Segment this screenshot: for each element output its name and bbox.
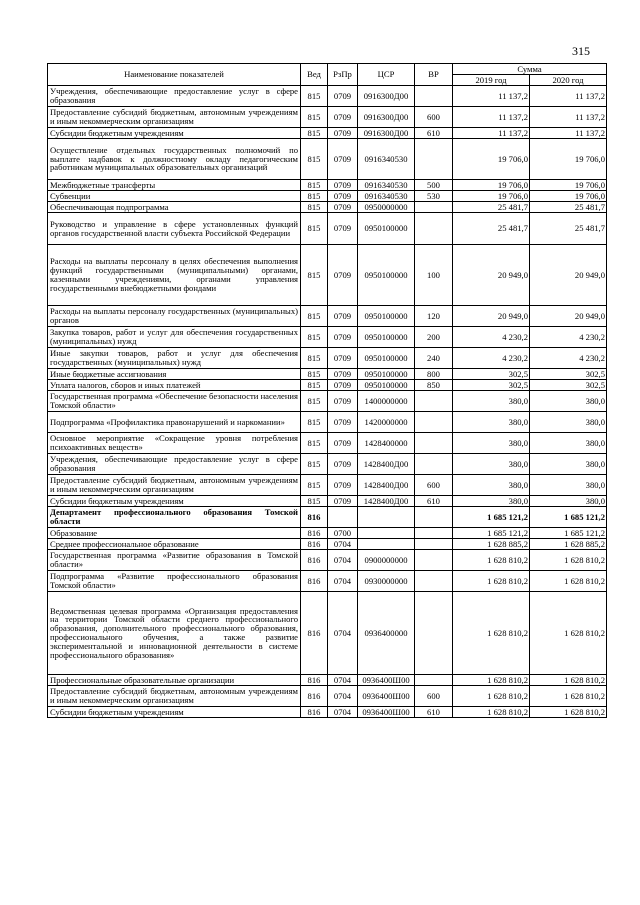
cell-y2019: 302,5 [453,380,530,391]
cell-y2019: 11 137,2 [453,107,530,128]
cell-y2020: 4 230,2 [530,348,607,369]
cell-y2020: 380,0 [530,412,607,433]
cell-csr [358,528,415,539]
cell-name: Основное мероприятие «Сокращение уровня потребления психоактивных веществ» [48,433,301,454]
table-row [48,528,607,539]
table-row [48,128,607,139]
cell-y2019: 380,0 [453,454,530,475]
cell-ved: 815 [301,475,328,496]
cell-y2020: 20 949,0 [530,306,607,327]
budget-table [47,63,607,718]
cell-y2019: 19 706,0 [453,180,530,191]
table-row [48,191,607,202]
cell-y2019: 1 628 885,2 [453,539,530,550]
cell-csr: 0950100000 [358,306,415,327]
cell-rzpr: 0709 [328,107,358,128]
table-row [48,686,607,707]
cell-ved: 816 [301,675,328,686]
cell-ved: 816 [301,686,328,707]
cell-rzpr: 0709 [328,213,358,245]
cell-ved: 815 [301,213,328,245]
cell-ved: 815 [301,86,328,107]
table-row [48,592,607,675]
header-vr: ВР [415,64,453,86]
cell-name: Департамент профессионального образования Томской области [48,507,301,528]
cell-y2019: 1 628 810,2 [453,675,530,686]
cell-rzpr: 0704 [328,675,358,686]
table-row [48,86,607,107]
cell-ved: 816 [301,550,328,571]
cell-y2020: 20 949,0 [530,245,607,306]
cell-name: Государственная программа «Обеспечение безопасности населения Томской области» [48,391,301,412]
cell-y2019: 1 628 810,2 [453,686,530,707]
cell-rzpr: 0704 [328,550,358,571]
cell-csr: 0916340530 [358,139,415,180]
cell-name: Субсидии бюджетным учреждениям [48,707,301,718]
cell-ved: 816 [301,707,328,718]
cell-name: Ведомственная целевая программа «Организация предоставления на территории Томской области среднего профессионального образования, дополнительного профессионального образования, профессионального обучения, а также развитие экспериментальной и инновационной деятельности в системе профессионального образования» [48,592,301,675]
cell-rzpr: 0709 [328,306,358,327]
page-number: 315 [572,44,590,58]
cell-vr [415,539,453,550]
cell-ved: 815 [301,369,328,380]
cell-vr [415,454,453,475]
cell-ved: 815 [301,191,328,202]
cell-vr: 600 [415,107,453,128]
cell-rzpr: 0704 [328,571,358,592]
cell-vr [415,528,453,539]
table-row [48,348,607,369]
cell-csr: 0950100000 [358,380,415,391]
cell-vr [415,213,453,245]
cell-vr: 600 [415,475,453,496]
table-row [48,380,607,391]
cell-ved: 815 [301,180,328,191]
cell-ved: 815 [301,107,328,128]
cell-name: Предоставление субсидий бюджетным, автономным учреждениям и иным некоммерческим организациям [48,475,301,496]
cell-csr [358,507,415,528]
header-2020: 2020 год [530,75,607,86]
cell-vr: 600 [415,686,453,707]
cell-name: Расходы на выплаты персоналу государственных (муниципальных) органов [48,306,301,327]
table-row [48,369,607,380]
table-row [48,454,607,475]
cell-name: Закупка товаров, работ и услуг для обеспечения государственных (муниципальных) нужд [48,327,301,348]
cell-ved: 815 [301,327,328,348]
cell-name: Межбюджетные трансферты [48,180,301,191]
cell-vr: 500 [415,180,453,191]
cell-y2019: 1 685 121,2 [453,528,530,539]
cell-name: Профессиональные образовательные организации [48,675,301,686]
cell-csr: 0916340530 [358,191,415,202]
cell-ved: 815 [301,380,328,391]
cell-y2020: 380,0 [530,475,607,496]
cell-name: Осуществление отдельных государственных полномочий по выплате надбавок к должностному окладу педагогическим работникам муниципальных образовательных организаций [48,139,301,180]
table-row [48,675,607,686]
cell-rzpr [328,507,358,528]
cell-vr: 610 [415,128,453,139]
cell-csr: 0950100000 [358,245,415,306]
cell-y2020: 11 137,2 [530,128,607,139]
cell-rzpr: 0709 [328,86,358,107]
cell-y2019: 19 706,0 [453,139,530,180]
cell-rzpr: 0700 [328,528,358,539]
cell-vr [415,507,453,528]
cell-csr: 0950100000 [358,327,415,348]
cell-y2020: 25 481,7 [530,213,607,245]
cell-y2019: 20 949,0 [453,306,530,327]
cell-vr [415,433,453,454]
header-2019: 2019 год [453,75,530,86]
cell-ved: 815 [301,454,328,475]
header-name: Наименование показателей [48,64,301,86]
cell-ved: 815 [301,128,328,139]
table-row [48,306,607,327]
cell-ved: 815 [301,306,328,327]
cell-ved: 816 [301,571,328,592]
cell-rzpr: 0709 [328,202,358,213]
cell-vr: 530 [415,191,453,202]
cell-csr: 0936400Ш00 [358,675,415,686]
cell-vr [415,139,453,180]
cell-csr: 0950100000 [358,369,415,380]
cell-csr: 1428400Д00 [358,496,415,507]
cell-name: Уплата налогов, сборов и иных платежей [48,380,301,391]
cell-csr: 1428400Д00 [358,454,415,475]
cell-ved: 816 [301,539,328,550]
cell-rzpr: 0709 [328,180,358,191]
cell-rzpr: 0709 [328,139,358,180]
cell-csr: 0916300Д00 [358,107,415,128]
cell-ved: 815 [301,391,328,412]
cell-y2020: 4 230,2 [530,327,607,348]
cell-rzpr: 0704 [328,686,358,707]
cell-csr: 0936400Ш00 [358,707,415,718]
table-row [48,475,607,496]
cell-vr [415,675,453,686]
cell-rzpr: 0704 [328,539,358,550]
cell-name: Иные закупки товаров, работ и услуг для обеспечения государственных (муниципальных) нужд [48,348,301,369]
cell-rzpr: 0709 [328,245,358,306]
cell-rzpr: 0709 [328,380,358,391]
cell-name: Среднее профессиональное образование [48,539,301,550]
cell-rzpr: 0709 [328,369,358,380]
table-row [48,707,607,718]
cell-y2019: 380,0 [453,391,530,412]
cell-y2020: 11 137,2 [530,86,607,107]
cell-vr: 120 [415,306,453,327]
table-row [48,107,607,128]
cell-y2019: 11 137,2 [453,86,530,107]
cell-ved: 815 [301,202,328,213]
cell-csr: 0916340530 [358,180,415,191]
cell-y2020: 19 706,0 [530,191,607,202]
cell-vr [415,86,453,107]
header-rzpr: РзПр [328,64,358,86]
cell-ved: 815 [301,496,328,507]
cell-name: Руководство и управление в сфере установленных функций органов государственной власти субъекта Российской Федерации [48,213,301,245]
cell-ved: 816 [301,528,328,539]
table-row [48,550,607,571]
cell-name: Субсидии бюджетным учреждениям [48,496,301,507]
header-ved: Вед [301,64,328,86]
cell-rzpr: 0704 [328,707,358,718]
cell-name: Субвенции [48,191,301,202]
cell-y2020: 1 628 810,2 [530,707,607,718]
cell-name: Иные бюджетные ассигнования [48,369,301,380]
cell-y2020: 1 628 885,2 [530,539,607,550]
cell-csr: 0936400000 [358,592,415,675]
cell-name: Предоставление субсидий бюджетным, автономным учреждениям и иным некоммерческим организациям [48,107,301,128]
table-row [48,433,607,454]
cell-y2020: 380,0 [530,496,607,507]
cell-y2020: 1 685 121,2 [530,507,607,528]
cell-vr: 850 [415,380,453,391]
cell-ved: 816 [301,507,328,528]
cell-vr [415,391,453,412]
cell-vr: 100 [415,245,453,306]
cell-ved: 815 [301,139,328,180]
cell-csr: 1420000000 [358,412,415,433]
cell-y2020: 380,0 [530,433,607,454]
cell-name: Предоставление субсидий бюджетным, автономным учреждениям и иным некоммерческим организациям [48,686,301,707]
cell-vr: 240 [415,348,453,369]
header-sum: Сумма [453,64,607,75]
cell-csr: 0916300Д00 [358,86,415,107]
table-row [48,245,607,306]
cell-ved: 815 [301,348,328,369]
cell-vr: 800 [415,369,453,380]
cell-name: Учреждения, обеспечивающие предоставление услуг в сфере образования [48,86,301,107]
table-row [48,507,607,528]
cell-csr: 0950000000 [358,202,415,213]
cell-vr [415,550,453,571]
cell-y2019: 4 230,2 [453,348,530,369]
cell-ved: 815 [301,412,328,433]
cell-y2020: 1 628 810,2 [530,571,607,592]
table-row [48,571,607,592]
table-row [48,539,607,550]
cell-y2019: 1 628 810,2 [453,550,530,571]
cell-vr [415,202,453,213]
cell-vr [415,412,453,433]
cell-rzpr: 0709 [328,191,358,202]
cell-y2020: 302,5 [530,380,607,391]
cell-vr: 610 [415,496,453,507]
cell-y2019: 1 628 810,2 [453,592,530,675]
cell-y2019: 4 230,2 [453,327,530,348]
cell-name: Субсидии бюджетным учреждениям [48,128,301,139]
cell-y2020: 1 685 121,2 [530,528,607,539]
cell-csr: 0950100000 [358,213,415,245]
table-row [48,180,607,191]
cell-rzpr: 0709 [328,327,358,348]
cell-csr: 0900000000 [358,550,415,571]
cell-y2019: 20 949,0 [453,245,530,306]
cell-name: Подпрограмма «Профилактика правонарушений и наркомании» [48,412,301,433]
cell-csr: 0950100000 [358,348,415,369]
cell-name: Государственная программа «Развитие образования в Томской области» [48,550,301,571]
cell-rzpr: 0704 [328,592,358,675]
cell-rzpr: 0709 [328,348,358,369]
cell-y2019: 380,0 [453,412,530,433]
cell-y2019: 1 628 810,2 [453,707,530,718]
cell-ved: 816 [301,592,328,675]
cell-rzpr: 0709 [328,433,358,454]
cell-y2020: 1 628 810,2 [530,675,607,686]
cell-rzpr: 0709 [328,391,358,412]
cell-rzpr: 0709 [328,475,358,496]
cell-vr: 200 [415,327,453,348]
cell-y2019: 19 706,0 [453,191,530,202]
cell-name: Образование [48,528,301,539]
cell-csr: 0916300Д00 [358,128,415,139]
cell-rzpr: 0709 [328,128,358,139]
cell-vr [415,571,453,592]
cell-y2020: 19 706,0 [530,180,607,191]
cell-csr: 0936400Ш00 [358,686,415,707]
cell-y2019: 25 481,7 [453,213,530,245]
cell-rzpr: 0709 [328,412,358,433]
cell-y2019: 380,0 [453,475,530,496]
table-row [48,139,607,180]
table-row [48,202,607,213]
cell-csr: 1400000000 [358,391,415,412]
table-row [48,412,607,433]
cell-name: Обеспечивающая подпрограмма [48,202,301,213]
cell-y2019: 1 628 810,2 [453,571,530,592]
table-row [48,213,607,245]
cell-rzpr: 0709 [328,496,358,507]
cell-y2020: 1 628 810,2 [530,550,607,571]
cell-csr [358,539,415,550]
cell-vr: 610 [415,707,453,718]
table-row [48,496,607,507]
table-row [48,391,607,412]
cell-y2020: 1 628 810,2 [530,592,607,675]
cell-name: Подпрограмма «Развитие профессионального образования Томской области» [48,571,301,592]
cell-vr [415,592,453,675]
cell-y2020: 19 706,0 [530,139,607,180]
cell-y2020: 302,5 [530,369,607,380]
cell-csr: 1428400Д00 [358,475,415,496]
cell-y2020: 11 137,2 [530,107,607,128]
cell-y2020: 380,0 [530,454,607,475]
table-body [48,86,607,718]
cell-ved: 815 [301,433,328,454]
cell-name: Расходы на выплаты персоналу в целях обеспечения выполнения функций государственными (муниципальными) органами, казенными учреждениями, органами управления государственными внебюджетными фондами [48,245,301,306]
cell-y2020: 1 628 810,2 [530,686,607,707]
cell-y2020: 25 481,7 [530,202,607,213]
cell-y2019: 380,0 [453,496,530,507]
cell-y2019: 1 685 121,2 [453,507,530,528]
table-row [48,327,607,348]
cell-ved: 815 [301,245,328,306]
cell-y2019: 11 137,2 [453,128,530,139]
cell-rzpr: 0709 [328,454,358,475]
cell-name: Учреждения, обеспечивающие предоставление услуг в сфере образования [48,454,301,475]
cell-y2019: 25 481,7 [453,202,530,213]
cell-csr: 1428400000 [358,433,415,454]
cell-y2019: 302,5 [453,369,530,380]
header-csr: ЦСР [358,64,415,86]
cell-csr: 0930000000 [358,571,415,592]
cell-y2020: 380,0 [530,391,607,412]
cell-y2019: 380,0 [453,433,530,454]
